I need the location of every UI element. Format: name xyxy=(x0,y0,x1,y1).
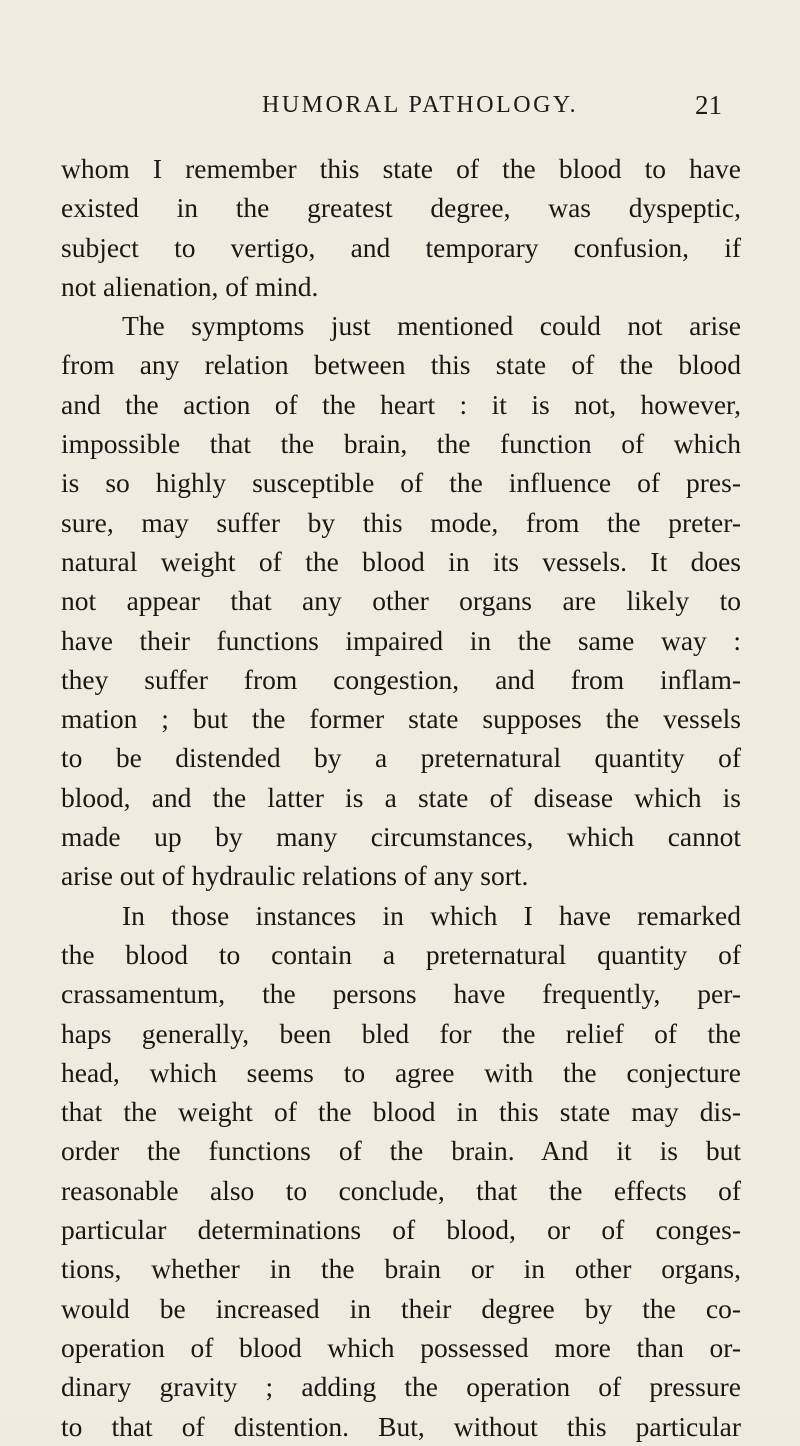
text-line: operation of blood which possessed more than or- xyxy=(61,1331,741,1363)
text-line: impossible that the brain, the function of which xyxy=(61,428,741,460)
text-line: head, which seems to agree with the conjecture xyxy=(61,1056,741,1088)
text-line: crassamentum, the persons have frequently, per- xyxy=(61,978,741,1010)
text-line: not alienation, of mind. xyxy=(61,270,319,302)
text-line: haps generally, been bled for the relief of the xyxy=(61,1017,741,1049)
text-line: have their functions impaired in the same way : xyxy=(61,624,741,656)
text-line: and the action of the heart : it is not, however, xyxy=(61,388,741,420)
text-line: is so highly susceptible of the influence of pres- xyxy=(61,467,741,499)
text-line: The symptoms just mentioned could not arise xyxy=(122,310,741,342)
text-line: the blood to contain a preternatural quantity of xyxy=(61,938,741,970)
text-line: would be increased in their degree by the co- xyxy=(61,1292,741,1324)
body-text xyxy=(61,149,741,1446)
text-line: mation ; but the former state supposes the vessels xyxy=(61,703,741,735)
text-line: natural weight of the blood in its vessels. It does xyxy=(61,545,741,577)
text-line: dinary gravity ; adding the operation of pressure xyxy=(61,1371,741,1403)
text-line: whom I remember this state of the blood to have xyxy=(61,153,741,184)
text-line: blood, and the latter is a state of disease which is xyxy=(61,781,741,813)
text-line: subject to vertigo, and temporary confusion, if xyxy=(61,231,741,263)
running-title: HUMORAL PATHOLOGY. xyxy=(262,92,579,118)
text-line: to be distended by a preternatural quantity of xyxy=(61,742,741,774)
text-line: from any relation between this state of the blood xyxy=(61,349,741,381)
text-line: to that of distention. But, without this particular xyxy=(61,1410,741,1442)
text-line: not appear that any other organs are likely to xyxy=(61,585,741,617)
text-line: reasonable also to conclude, that the effects of xyxy=(61,1174,741,1206)
running-head xyxy=(0,92,800,128)
text-line: particular determinations of blood, or of conges- xyxy=(61,1214,741,1246)
text-line: existed in the greatest degree, was dyspeptic, xyxy=(61,192,741,224)
text-line: order the functions of the brain. And it is but xyxy=(61,1135,741,1167)
text-line: sure, may suffer by this mode, from the preter- xyxy=(61,506,741,538)
text-line: tions, whether in the brain or in other organs, xyxy=(61,1253,741,1285)
text-line: that the weight of the blood in this state may dis- xyxy=(61,1096,741,1128)
text-line: In those instances in which I have remarked xyxy=(122,899,741,931)
text-line: arise out of hydraulic relations of any sort. xyxy=(61,860,529,892)
page-number: 21 xyxy=(695,90,722,120)
text-line: made up by many circumstances, which cannot xyxy=(61,821,741,853)
text-line: they suffer from congestion, and from inflam- xyxy=(61,663,741,695)
